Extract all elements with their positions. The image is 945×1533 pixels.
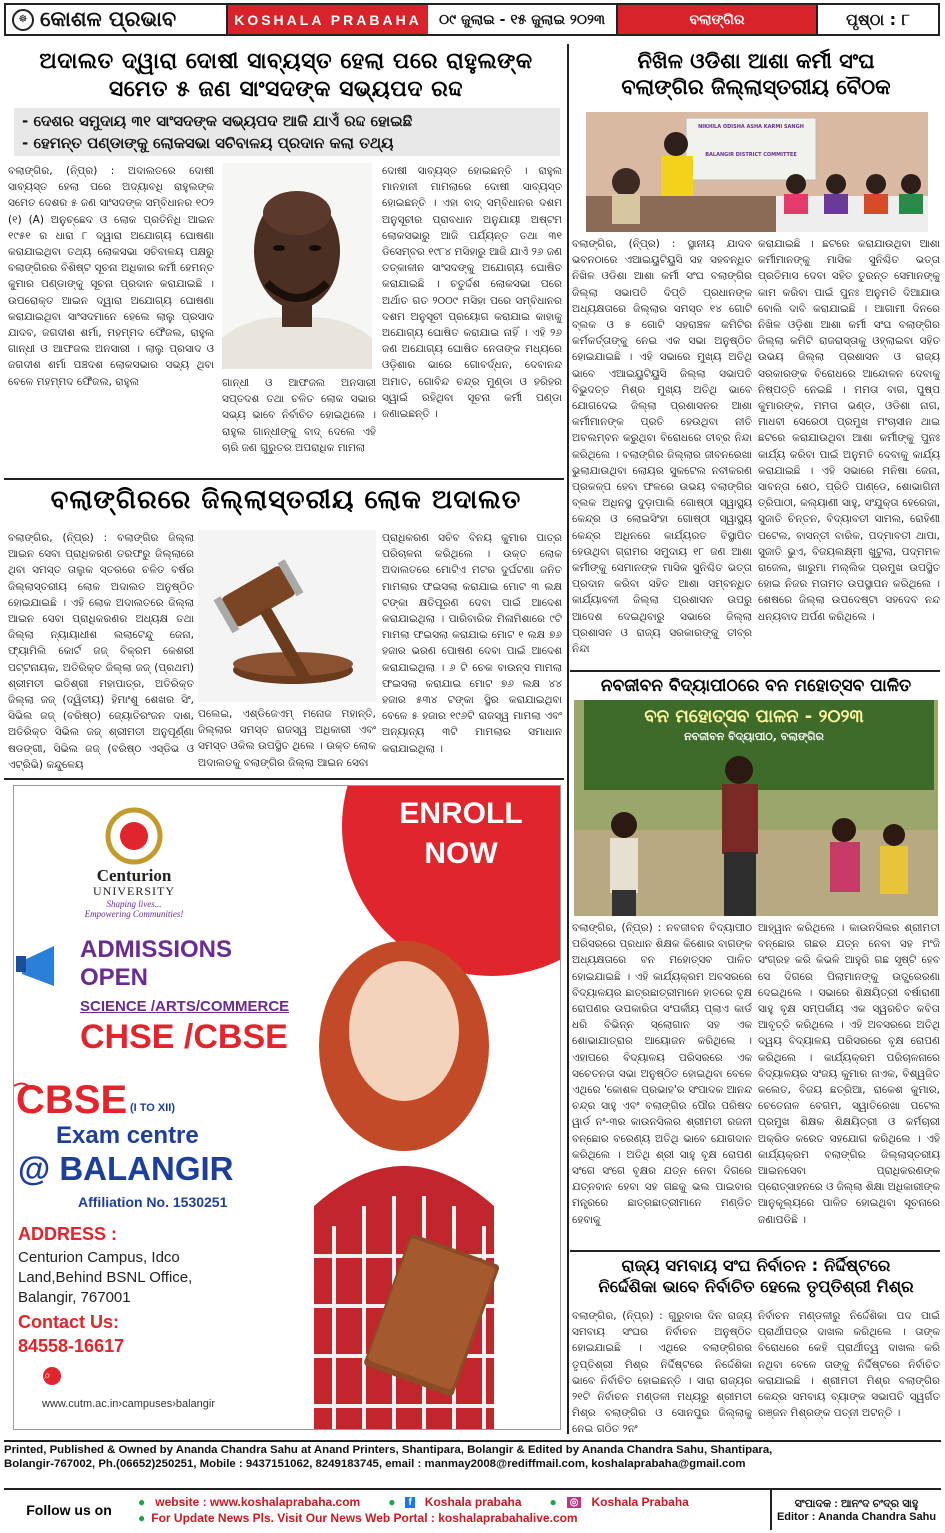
banner-text: BALANGIR DISTRICT COMMITTEE <box>705 152 797 158</box>
column-divider <box>567 44 569 1434</box>
university-name: UNIVERSITY <box>93 884 175 898</box>
cbse-range: (I TO XII) <box>130 1102 176 1114</box>
follow-us-label: Follow us on <box>26 1502 112 1518</box>
story4-column-2: ଆହ୍ୱାନ କରିଥିଲେ । କାଉନସିଲର ଶ୍ରୀମତୀ ବନ୍ଛୋର ଗଛର ଯତ୍ନ ନେବା ସହ ମଂଜି ସଂଗ୍ରହ କରି କିଭଳି ଆହୁରି ଗଛ ସୃଷ୍ଟି ହେବ ସେ ଦିଗରେ ପିଲାମାନଙ୍କୁ ଉତ୍ପ୍ରେରଣା ଦେଇଥିଲେ । ସଭାରେ ଶିକ୍ଷୟିତ୍ରୀ ବର୍ଷାରାଣୀ ସାହୁ ବୃକ୍ଷ ସମ୍ପର୍କୀୟ ଏକ ସ୍ୱରଚିତ କବିତା ଆବୃତ୍ତି କରିଥିଲେ । ଏହି ଅବସରରେ ଅତିଥି ଦ୍ୱୟ ବିଦ୍ୟାଳୟ ପରିସରରେ ବୃକ୍ଷ ରୋପଣ କରିଥିଲେ । କାର୍ଯ୍ୟକ୍ରମ ପରିଚାଳନାରେ ବିଦ୍ୟାଳୟର ସଂଜୟ କୁମାର ନାଏକ, ବିଶ୍ୱଜିତ କଲେତ, ବିଜୟ ଛତ୍ରିଆ, ରାକେଶ କୁମାର, ଚେତେନାଳ ବେଗମ, ସ୍ୱାତିରେଖା ପଟେଲ ପ୍ରମୁଖ ଶିକ୍ଷକ ଶିକ୍ଷୟିତ୍ରୀ ଓ କର୍ମଚାରୀ ଅକ୍ରିଡ କରେତ ସହଯୋଗ କରିଥିଲେ । ଏହି କାର୍ଯ୍ୟକ୍ରମ ବଲାଙ୍ଗିର ଜିଲ୍ଲାସ୍ତରୀୟ ଆଇନସେବା ପ୍ରାଧିକରଣଙ୍କ ପ୍ରୋତ୍ସାହନରେ ଓ ଜିଲ୍ଲା ଶିକ୍ଷା ଅଧିକାରୀଙ୍କ ଆନୁକୂଲ୍ୟରେ ପାଳିତ ହୋଇଥିବା ସୂଚନାରେ ଜଣାପଡିଛି । <box>758 922 940 1226</box>
logo-emblem-icon: ☸ <box>12 9 34 31</box>
enroll-text: ENROLL <box>399 797 523 830</box>
address-label: ADDRESS : <box>18 1224 118 1244</box>
ad-text: OPEN <box>80 964 149 991</box>
edition-location: ବଲାଙ୍ଗିର <box>618 5 818 34</box>
story4-headline: ନବଜୀବନ ବିଦ୍ୟାପୀଠରେ ବନ ମହୋତ୍ସବ ପାଳିତ <box>600 676 912 696</box>
footer-divider <box>4 1440 941 1442</box>
facebook-link[interactable]: Koshala prabaha <box>424 1495 522 1509</box>
subhead: - ଦେଶର ସମୁଦାୟ ୩୧ ସାଂସଦଙ୍କ ସଭ୍ୟପଦ ଆଜି ଯାଏଁ ରଦ୍ଦ ହୋଇଛି <box>22 112 413 130</box>
story5-headline <box>572 1256 940 1297</box>
address <box>18 1248 192 1308</box>
facebook-icon: f <box>405 1497 414 1508</box>
subhead: - ହେମନ୍ତ ପଣ୍ଡାଙ୍କୁ ଲୋକସଭା ସଚିବାଳୟ ପ୍ରଦାନ କଲା ତଥ୍ୟ <box>22 134 394 152</box>
streams-text: SCIENCE /ARTS/COMMERCE <box>80 998 290 1015</box>
story5-column-1: ବଲାଙ୍ଗିର, (ନି୍ପ୍ର) : ଗୁରୁବାର ଦିନ ରାଜ୍ୟ ସମବାୟ ସଂଘର ନିର୍ବାଚନ ଅନୁଷ୍ଠିତ ହୋଇଯାଇଛି । ଏଥିରେ ବଲାଙ୍ଗିରର ତୃପ୍ତିଶ୍ରୀ ମିଶ୍ର ନିର୍ଦ୍ଦିଷ୍ଟରେ ନିର୍ଦ୍ଦେଶିକା ଭାବେ ନିର୍ବାଚିତ ହୋଇଛନ୍ତି । ସାରା ରାଜ୍ୟର ୨୧ଟି ନିର୍ବାଚନ ମଣ୍ଡଳୀ ମଧ୍ୟରୁ ଶ୍ରୀମତୀ ମିଶ୍ର ବଲାଙ୍ଗିର ଓ ସୋନପୁର ଜିଲ୍ଲାକୁ ନେଇ ଗଠିତ ୨ନଂ <box>572 1310 752 1436</box>
headline-line: ଅଦାଲତ ଦ୍ୱାରା ଦୋଷୀ ସାବ୍ୟସ୍ତ ହେଲା ପରେ ରାହୁଲଙ୍କ <box>39 49 533 74</box>
headline-line: ନିଖିଳ ଓଡିଶା ଆଶା କର୍ମୀ ସଂଘ <box>637 49 875 73</box>
affiliation-number: Affiliation No. 1530251 <box>78 1194 228 1210</box>
editor-credit <box>770 1490 941 1530</box>
tagline: Shaping lives... <box>106 899 162 909</box>
story4-column-1: ବଲାଙ୍ଗିର, (ନି୍ପ୍ର) : ନବଜୀବନ ବିଦ୍ୟାପୀଠ ପରିସରରେ ପ୍ରଧାନ ଶିକ୍ଷକ କିଶୋର ବାଗଙ୍କ ଅଧ୍ୟକ୍ଷତାରେ ବନ ମହୋତ୍ସବ ପାଳିତ ହୋଇଯାଇଛି । ଏହି କାର୍ଯ୍ୟକ୍ରମ ଅବସରରେ ବିଦ୍ୟାଳୟର ଛାତ୍ରଛାତ୍ରୀମାନେ ହାତରେ ବୃକ୍ଷ ରୋପଣର ଉପକାରିତା ସଂପର୍କୀୟ ପ୍ଲାଏ କାର୍ଡ ଧରି ବିଭିନ୍ନ ସ୍ଲୋଗାନ ସହ ଏକ ଶୋଭାଯାତ୍ରାର ଆୟୋଜନ କରିଥିଲେ । ଏହାପରେ ବିଦ୍ୟାଳୟ ପରିସରରେ ଏକ ସଚେତନତା ସଭା ଅନୁଷ୍ଠିତ ହୋଇଥିବା ବେଳେ ଏଥିରେ 'କୋଶଳ ପ୍ରଭାହ'ର ସଂପାଦକ ଆନନ୍ଦ ଚନ୍ଦ୍ର ସାହୁ ଏବଂ ବଲାଙ୍ଗିର ପୌର ପରିଷଦ ୱାର୍ଡ ନଂ-୩ର କାଉନସିଲର ଶ୍ରୀମତୀ ରଜନୀ ବନ୍ଛୋର ବରେଣ୍ୟ ଅତିଥି ଭାବେ ଯୋଗଦାନ କରିଥିଲେ । ଅତିଥି ଶ୍ରୀ ସାହୁ ବୃକ୍ଷ ରୋପଣ ସଂଗେ ସଂଗେ ବୃକ୍ଷର ଯତ୍ନ ନେବା ଦିଗରେ ଯତ୍ନବାନ ହେବା ସହ ଗଛକୁ ଭଲ ପାଇବାର ମନ୍ତ୍ରରେ ଛାତ୍ରଛାତ୍ରୀମାନେ ମଣ୍ଡିତ ହେବାକୁ <box>572 922 752 1226</box>
imprint <box>4 1443 941 1485</box>
section-divider <box>570 1250 940 1252</box>
contact-phone[interactable]: 84558-16617 <box>18 1336 125 1356</box>
address-line: Land,Behind BSNL Office, <box>18 1269 193 1286</box>
headline-line: ସମେତ ୫ ଜଣ ସାଂସଦଙ୍କ ସଭ୍ୟପଦ ରଦ୍ଦ <box>108 76 464 102</box>
instagram-icon: ◎ <box>567 1497 582 1508</box>
boards-text: CHSE /CBSE <box>80 1018 288 1056</box>
contact-label: Contact Us: <box>18 1312 120 1332</box>
politician-photo <box>222 163 372 369</box>
centurion-university-ad[interactable] <box>13 785 561 1430</box>
address-line: Centurion Campus, Idco <box>18 1249 180 1266</box>
story1-subheads <box>14 108 560 156</box>
gavel-photo <box>198 530 376 702</box>
story3-column-3: ପ୍ରାଧିକରଣ ସଚିବ ବିନୟ କୁମାର ପାତ୍ର ପରିଚାଳନା କରିଥିଲେ । ଉକ୍ତ ଲୋକ ଅଦାଲତରେ ମୋଟିଏ ମଟର ଦୁର୍ଘଟଣା ଜନିତ ମାମଲାର ଫଇସଲା କରାଯାଇ ମୋଟ ୩ ଲକ୍ଷ ଟଙ୍କା କ୍ଷତିପୂରଣ ଦେବା ପାଇଁ ଆଦେଶ କରାଯାଇଥିଲା । ପାରିବାରିକ ମିଳାମିଶାରେ ୯ଟି ମାମଲା ଫଇସଲା କରାଯାଇ ମୋଟ ୧ ଲକ୍ଷ ୭୬ ହଜାର ଭରଣ ପୋଷଣ ଦେବା ପାଇଁ ଆଦେଶ କରାଯାଇଥିଲା । ୬ ଟି ଚେକ ବାଉନ୍ସ ମାମଲା ଫଇସଲା କରାଯାଇ ମୋଟ ୭୬ ଲକ୍ଷ ୪୪ ହଜାର ୫୩୪ ଟଙ୍କା ସ୍ଥିର କରାଯାଇଥିବା ବେଳେ ୫ ହଜାର ୧୯୬ଟି ରାଜସ୍ୱ ମାମଲା ଏବଂ ଅନ୍ୟାନ୍ୟ ୩ଟି ମାମଲାର ସମାଧାନ କରାଯାଇଥିଲା । <box>382 532 562 755</box>
imprint-line: Bolangir-767002, Ph.(06652)250251, Mobile : 9437151062, 8249183745, email : manmay2008@rediffmail.com, koshalaprabaha@gmail.com <box>4 1458 746 1470</box>
meeting-banner <box>694 124 808 158</box>
asha-meeting-photo <box>586 112 928 232</box>
headline-line: ରାଜ୍ୟ ସମବାୟ ସଂଘ ନିର୍ବାଚନ : ନିର୍ଦ୍ଦିଷ୍ଟରେ <box>621 1256 891 1275</box>
story1-column-2: ଗାନ୍ଧୀ ଓ ଆଫଜଲ ଅନସାରୀ ସପ୍ତଦଶ ତଥା ଚଳିତ ଲୋକ ସଭାର ସଭ୍ୟ ଭାବେ ନିର୍ବାଚିତ ହୋଇଥିଲେ । ରାହୁଲ ଗାନ୍ଧୀଙ୍କୁ ବାଦ୍ ଦେଲେ ଏହି ଚାରି ଜଣ ଗୁରୁତର ଅପରାଧିକ ମାମଲା <box>222 377 376 454</box>
editor-odia: ସଂପାଦକ : ଆନଂଦ ଚଂଦ୍ର ସାହୁ <box>794 1497 919 1510</box>
masthead <box>4 3 940 36</box>
enroll-text: NOW <box>424 837 498 870</box>
instagram-link[interactable]: Koshala Prabaha <box>591 1495 689 1509</box>
ad-website-link[interactable]: www.cutm.ac.in›campuses›balangir <box>42 1398 216 1410</box>
section-divider <box>4 778 564 780</box>
exam-centre-text: Exam centre <box>56 1122 199 1149</box>
story3-column-1: ବଲାଙ୍ଗିର, (ନି୍ପ୍ର) : ବଲାଙ୍ଗିର ଜିଲ୍ଲା ଆଇନ ସେବା ପ୍ରାଧିକରଣ ତରଫରୁ ଜିଲ୍ଲାରେ ଥିବା ସମସ୍ତ ତାଲୁକ ସ୍ତରରେ ଚଳିତ ବର୍ଷର ଜିଲ୍ଲାସ୍ତରୀୟ ଲୋକ ଅଦାଲତ ଅନୁଷ୍ଠିତ ହୋଇଯାଇଛି । ଏହି ଲୋକ ଅଦାଲତରେ ଜିଲ୍ଲା ଆଇନ ସେବା ପ୍ରାଧିକରଣର ଅଧ୍ୟକ୍ଷ ତଥା ଜିଲ୍ଲା ନ୍ୟାୟାଧୀଶ ଲଲାଟେନ୍ଦୁ ଜେନା, ଫ୍ୟାମିଲି କୋର୍ଟ ଜଜ୍ ବିକ୍ରମ କେଶରୀ ପଟ୍ଟନାୟକ, ଅତିରିକ୍ତ ଜିଲ୍ଲା ଜଜ୍ (ପ୍ରଥମ) ଶ୍ରୀମତୀ ଇତିଶ୍ରୀ ମହାପାତ୍ର, ଅତିରିକ୍ତ ଜିଲ୍ଲା ଜଜ୍ (ଦ୍ୱିତୀୟ) ହିମାଂଶୁ ଶେଖର ସିଂ, ସିଭିଲ ଜଜ୍ (ବରିଷ୍ଠ) ଜ୍ୟୋତିରଂଜନ ଦାଶ, ଅତିରିକ୍ତ ସିଭିଲ ଜଜ୍ ଶ୍ରୀମତୀ ଅନୁପୂର୍ଣ୍ଣା ଷଡଙ୍ଗୀ, ସିଭିଲ ଜଜ୍ (ବରିଷ୍ଠ ଏସ୍ଡିଭ ଓ ଏଟ୍ରିଭି) କନ୍ଦୁଳେୟ <box>8 532 194 771</box>
enroll-now-button[interactable] <box>396 794 526 874</box>
news-portal-link[interactable]: For Update News Pls. Visit Our News Web Portal : koshalaprabahalive.com <box>151 1511 578 1525</box>
admissions-open <box>80 936 232 992</box>
social-bar <box>4 1488 941 1530</box>
logo-text: କୋଶଳ ପ୍ରଭାବ <box>40 7 177 31</box>
issue-date: ୦୯ ଜୁଲାଇ - ୧୫ ଜୁଲାଇ ୨୦୨୩ <box>428 5 618 34</box>
social-links <box>134 1490 770 1530</box>
story1-column-1: ବଲାଙ୍ଗିର, (ନି୍ପ୍ର) : ଅଦାଲତରେ ଦୋଷୀ ସାବ୍ୟସ୍ତ ହେଲା ପରେ ଅଦ୍ୟାବଧି ରାହୁଲଙ୍କ ସମେତ ଦେଶର ୫ ଜଣ ସାଂସଦଙ୍କ ସମ୍ବିଧାନର ୧୦୨ (୧) (A) ଅନୁଚ୍ଛେଦ ଓ ଲୋକ ପ୍ରତିନିଧି ଆଇନ ୧୯୫୧ ର ଧାରା ୮ ଦ୍ୱାରା ଅଯୋଗ୍ୟ ଘୋଷଣା କରାଯାଇଥିବା ତଥ୍ୟ ଲୋକସଭା ସଚିବାଳୟ ପକ୍ଷରୁ ବଲାଙ୍ଗିରର ବିଶିଷ୍ଟ ସୂଚନା ଅଧିକାର କର୍ମୀ ହେମନ୍ତ କୁମାର ପଣ୍ଡାଙ୍କୁ ସୂଚନା ପ୍ରଦାନ କରାଯାଇଛି । ଉପରୋକ୍ତ ଆଇନ ଦ୍ୱାରା ଅଯୋଗ୍ୟ ଘୋଷଣା କରାଯାଇଥିବା ସାଂସଦମାନେ ହେଲେ ଲାଲୁ ପ୍ରସାଦ ଯାଦବ, ଜଗଦୀଶ ଶର୍ମା, ମହମ୍ମଦ ଫୈଜଲ, ରାହୁଲ ଗାନ୍ଧୀ ଓ ଆଫଜଲ ଅନସାରୀ । ଲାଲୁ ପ୍ରସାଦ ଓ ଜଗଦୀଶ ଶର୍ମା ପଞ୍ଚଦଶ ଲୋକସଭାର ସଭ୍ୟ ଥିବା ବେଳେ ମହମ୍ମଦ ଫୈଜଲ, ରାହୁଲ <box>8 165 214 388</box>
story2-headline <box>572 48 940 101</box>
event-banner: ବନ ମହୋତ୍ସବ ପାଳନ - ୨୦୨୩ <box>644 706 864 727</box>
headline-line: ନିର୍ଦ୍ଦେଶିକା ଭାବେ ନିର୍ବାଚିତ ହେଲେ ତୃପ୍ତିଶ୍ରୀ ମିଶ୍ର <box>598 1276 914 1296</box>
story5-column-2: ନିର୍ବାଚନ ମଣ୍ଡଳୀରୁ ନିର୍ଦ୍ଦେଶିକା ପଦ ପାଇଁ ପ୍ରାର୍ଥୀପତ୍ର ଦାଖଲ କରିଥିଲେ । ତାଙ୍କ ବିରୋଧରେ କେହି ପ୍ରାର୍ଥୀତ୍ୱ ଦାଖଲ କରି ନଥିବା ବେଳେ ତାଙ୍କୁ ନିର୍ଦ୍ଦିଷ୍ଟରେ ନିର୍ବାଚିତ କରାଯାଇଛି । ଶ୍ରୀମତୀ ମିଶ୍ର ବଲାଙ୍ଗିର କେନ୍ଦ୍ର ସମବାୟ ବ୍ୟାଙ୍କ ସଭାପତି ସ୍ୱର୍ଗତ ରଞ୍ଜନ ମିଶ୍ରଙ୍କ ପତ୍ନୀ ଅଟନ୍ତି । <box>758 1310 940 1420</box>
university-logo <box>64 866 204 919</box>
story2-column-2: କରାଯାଇଛି । ଛଟରେ କରାଯାଉଥିବା ଆଶା କର୍ମୀମାନଙ୍କୁ ମାସିକ ସୁନିଶ୍ଚିତ ଭତ୍ତା ପ୍ରତିମାସ ଦେବା ସହିତ ତୁରନ୍ତ ସେମାନଙ୍କୁ କାମ କରିବା ପାଇଁ ପୁନଃ ଅନୁମତି ଦିଆଯାଉ ବୋଲି ଦାବି କରାଯାଇଛି । ଆଗାମୀ ଦିନରେ ନିଖିଳ ଓଡ଼ିଶା ଆଶା କର୍ମୀ ସଂଘ ବଲାଙ୍ଗିର ଜିଲ୍ଲା କମିଟି ରାଜରାସ୍ତାକୁ ଓହ୍ଲାଇବା ସହିତ ଉଭୟ ଜିଲ୍ଲା ପ୍ରଶାସନ ଓ ରାଜ୍ୟ ସରକାରଙ୍କ ବିରୋଧରେ ଆନ୍ଦୋଳନ ଦେବାକୁ ନିଷ୍ପତ୍ତି ନେଇଛି । ମମତା ବାଗ, ପୁଷ୍ପ କୁମାରଙ୍କ, ମମତା ଭଣ୍ଡ, ଓଡିଶା ନାଗ, ମାଧବୀ ସେରେଠୀ ପ୍ରମୁଖ ମଂଚାସୀନ ଥାଇ ଛଟରେ କରାଯାଉଥିବା ଆଶା କର୍ମୀଙ୍କୁ ପୁନଃ କାର୍ଯ୍ୟ କରିବା ପାଇଁ ଅନୁମତି ଦେବାକୁ କାର୍ଯ୍ୟ କରାଯାଇଛି । ଏହି ସଭାରେ ମନିଷା ଜେନା, ସାବନ୍ତା ଶେଠ, ପ୍ରିତି ପାଣ୍ଡେ, ଶୋଭାଗିନୀ ତ୍ରିପାଠୀ, କଲ୍ୟାଣୀ ସାହୁ, ସଂଯୁକ୍ତା ହେରେଜା, ସୁଜାତି ଚିନ୍ତନ, ବିଦ୍ୟାବତୀ ସାମଲ, ରୋହିଣୀ ପଟେଲ, ବାସନ୍ତୀ ବାରିକ, ପଦ୍ମାବତୀ ଥାପା, ସୁଜାତି ଭୁଏ, ବିଜୟଲକ୍ଷ୍ମୀ ଖୁଟୁଲା, ପଦ୍ମମଳ ରାଜେଲ, ଖାରୁମା ମଲ୍ଲିକ ପ୍ରମୁଖ ଉପସ୍ଥିତ ହୋଇ ନିଜର ମତାମତ ଉପସ୍ଥାପନ କରିଥିଲେ । ଶେଷରେ ଜିଲ୍ଲା ଉପଦେଷ୍ଟା ସହଦେବ ନନ୍ଦ ଧନ୍ୟବାଦ ଅର୍ପଣ କରିଥିଲେ । <box>758 238 940 623</box>
address-line: Balangir, 767001 <box>18 1289 131 1306</box>
web-dot-icon: ● <box>138 1495 146 1509</box>
facebook-dot-icon: ● <box>388 1495 396 1509</box>
instagram-dot-icon: ● <box>549 1495 557 1509</box>
section-divider <box>570 670 940 672</box>
story2-column-1: ବଲାଙ୍ଗିର, (ନି୍ପ୍ର) : ସ୍ଥାନୀୟ ଯାଦବ ଭବନଠାରେ ଏଆଇୟୁଟିୟୁସି ସହ ସହବନ୍ଧିତ ନିଖିଳ ଓଡିଶା ଆଶା କର୍ମୀ ସଂଘ ବଲାଙ୍ଗିର ଜିଲ୍ଲା ସଭାପତି ଦିପ୍ତି ପ୍ରଧାନଙ୍କ ଅଧ୍ୟକ୍ଷତାରେ ଜିଲ୍ଲାର ସମସ୍ତ ୧୪ ଗୋଟି ବ୍ଲକ ଓ ୫ ଗୋଟି ସହରାଞ୍ଚଳ କମିଟିର କର୍ମକର୍ତ୍ତାଙ୍କୁ ନେଇ ଏକ ସଭା ଅନୁଷ୍ଠିତ ହୋଇଯାଇଛି । ଏହି ସଭାରେ ମୁଖ୍ୟ ଅତିଥି ଭାବେ ଏଆଇୟୁଟିୟୁସି ଜିଲ୍ଲା ସଭାପତି ବିଭୁଦତ୍ତ ମିଶ୍ର ମୁଖ୍ୟ ଅତିଥି ଭାବେ ଯୋଗଦେଇ ଜିଲ୍ଲା ପ୍ରଶାସନର ଆଶା କର୍ମୀମାନଙ୍କ ପ୍ରତି ହେଉଥିବା ନୀତି ଅବଲମ୍ବନ କରୁଥିବା ବିରୋଧରେ ତୀବ୍ର ନିନ୍ଦା କରିଥିଲେ । ବଲାଙ୍ଗିର ଜିଲ୍ଲାର ଜୀବନରେଖା ଭୁଲାଯାଉଥିବା ଲୋୟର ସୁକଟେଲ ନବୀକରଣ ପ୍ରକଳ୍ପ ହେବା ଫଳରେ ଉଭୟ ବଲାଙ୍ଗିର ବ୍ଲକ ଅଧିନସ୍ଥ ଦୁଡ଼ାପାଲି ଗୋଷ୍ଠୀ ସ୍ୱାସ୍ଥ୍ୟ କେନ୍ଦ୍ର ଓ ଲୋଇସିଂହା ଗୋଷ୍ଠୀ ସ୍ୱାସ୍ଥ୍ୟ କେନ୍ଦ୍ର ଅଧିନରେ କାର୍ଯ୍ୟରତ ବିସ୍ଥାପିତ ହେଉଥିବା ଗ୍ରାମର ସମୁଦାୟ ୧୮ ଜଣ ଆଶା କର୍ମୀଙ୍କୁ ସେମାନଙ୍କ ମାସିକ ସୁନିଶ୍ଚିତ ଭତ୍ତା ପ୍ରଦାନ କରିବା ସହିତ ଆଶା ସମ୍ବନ୍ଧିତ କାର୍ଯ୍ୟାବଳୀ ଜିଲ୍ଲା ପ୍ରଶାସନ ଉପରୁ ଆଦେଶ ଦେଇଥିବାରୁ ସଭାରେ ଜିଲ୍ଲା ପ୍ରଶାସନ ଓ ରାଜ୍ୟ ସରକାରଙ୍କୁ ତୀବ୍ର ନିନ୍ଦା <box>572 238 752 656</box>
story1-headline <box>8 48 564 103</box>
editor-english: Editor : Ananda Chandra Sahu <box>776 1510 937 1523</box>
website-link[interactable]: website : www.koshalaprabaha.com <box>155 1495 361 1509</box>
balangir-text: @ BALANGIR <box>18 1150 234 1187</box>
page-number: ପୃଷ୍ଠା : ୮ <box>846 9 910 29</box>
imprint-line: Printed, Published & Owned by Ananda Chandra Sahu at Anand Printers, Shantipara, Bolangir & Edited by Ananda Chandra Sahu, Shantipara, <box>4 1444 773 1456</box>
banner-text: NIKHILA ODISHA ASHA KARMI SANGH <box>698 124 804 130</box>
newspaper-logo <box>6 5 228 34</box>
story3-column-2: ପଲେଇ, ଏଶ୍ଡିଜେଏମ୍ ମନୋଜ ମହାନ୍ତି, ଜିଲ୍ଲାର ସମସ୍ତ ରାଜସ୍ୱ ଅଧିକାରୀ ଏବଂ ସମସ୍ତ ଓକିଲ ଉପସ୍ଥିତ ଥିଲେ । ଉକ୍ତ ଲୋକ ଅଦାଲତକୁ ବଲାଙ୍ଗିର ଜିଲ୍ଲା ଆଇନ ସେବା <box>198 708 376 769</box>
tagline: Empowering Communities! <box>84 909 184 919</box>
cbse-text: CBSE <box>16 1078 128 1122</box>
portal-dot-icon: ● <box>138 1511 146 1525</box>
headline-line: ବଲାଙ୍ଗିର ଜିଲ୍ଲାସ୍ତରୀୟ ବୈଠକ <box>621 75 891 100</box>
event-banner-sub: ନବଜୀବନ ବିଦ୍ୟାପୀଠ, ବଲାଙ୍ଗିର <box>684 730 824 743</box>
section-divider <box>4 478 564 480</box>
van-mahotsav-photo <box>574 700 938 916</box>
story3-headline: ବଲାଙ୍ଗିରରେ ଜିଲ୍ଲାସ୍ତରୀୟ ଲୋକ ଅଦାଲତ <box>50 485 522 515</box>
ad-text: ADMISSIONS <box>80 936 233 963</box>
brand-name: KOSHALA PRABAHA <box>228 5 428 34</box>
story1-column-3: ଦୋଷୀ ସାବ୍ୟସ୍ତ ହୋଇଛନ୍ତି । ରାହୁଲ ମାନହାନୀ ମାମଲାରେ ଦୋଷୀ ସାବ୍ୟସ୍ତ ହୋଇଛନ୍ତି । ଏହା ବାଦ୍ ସମ୍ବିଧାନର ଦଶମ ଅନୁସୂଚୀର ପ୍ରାବଧାନ ଅନୁଯାୟୀ ଅଷ୍ଟମ ଲୋକସଭାରୁ ଆଜି ପର୍ଯ୍ୟନ୍ତ ତଥା ୩୧ ଡିସେମ୍ବର ୧୯୮୪ ମସିହାରୁ ଆଜି ଯାଏଁ ୨୬ ଜଣ ତତ୍କାଳୀନ ସାଂସଦଙ୍କୁ ଅଯୋଗ୍ୟ ଘୋଷିତ କରାଯାଇଛି । ଚତୁର୍ଦ୍ଦଶ ଲୋକସଭା ପରେ ଅର୍ଥାତ ଗତ ୨୦୦୯ ମସିହା ପରେ ସମ୍ବିଧାନର ଦଶମ ଅନୁସୂଚୀ ପ୍ରୟୋଗ କରାଯାଇ କାହାକୁ ଅଯୋଗ୍ୟ ଘୋଷିତ କରାଯାଇ ନାହିଁ । ଏହି ୨୬ ଜଣ ଅଯୋଗ୍ୟ ଘୋଷିତ ନେତାଙ୍କ ମଧ୍ୟରେ ଓଡ଼ିଶାର ଭାରେ ଗୋବର୍ଦ୍ଧନ, ଦେବାନନ୍ଦ ଅମାତ, ଗୋବିନ୍ଦ ଚନ୍ଦ୍ର ମୁଣ୍ଡା ଓ ହରିହର ସ୍ୱାଇଁ ରହିଥିବା ସୂଚନା କର୍ମୀ ପଣ୍ଡା ଜଣାଇଛନ୍ତି । <box>382 165 562 421</box>
university-name: Centurion <box>96 866 172 885</box>
web-icon: ⌕ <box>44 1368 51 1382</box>
